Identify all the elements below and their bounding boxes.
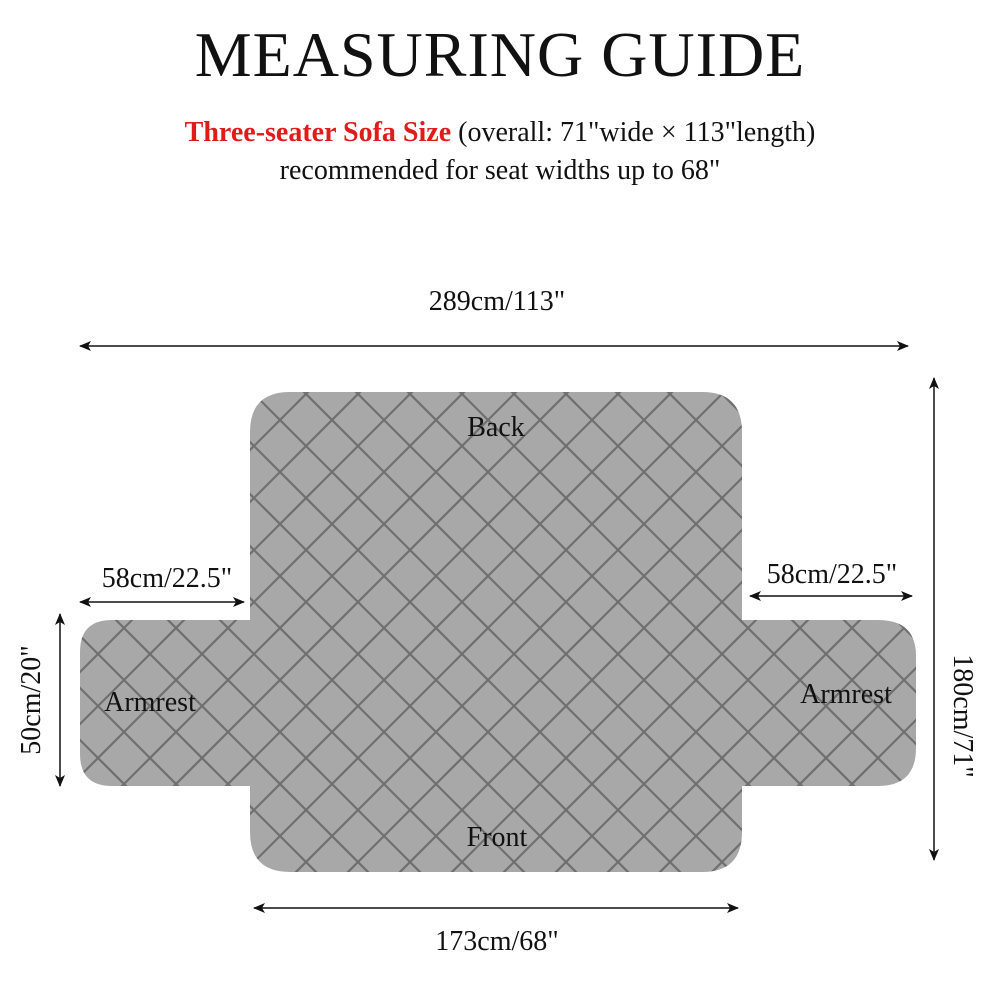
front-label: Front [466, 822, 528, 853]
quilt-line-up [0, 0, 1000, 388]
quilt-line-down [0, 0, 1000, 412]
quilt-line-down [0, 0, 1000, 152]
back-label: Back [467, 412, 525, 443]
quilt-line-down [0, 0, 1000, 100]
armrest-height-label: 50cm/20" [16, 645, 47, 755]
quilt-line-up [0, 0, 1000, 24]
quilt-line-up [0, 0, 1000, 232]
sofa-cover-shape [80, 392, 916, 872]
quilt-line-up [0, 0, 1000, 128]
sofa-size-highlight: Three-seater Sofa Size [184, 117, 452, 148]
subtitle-line-2: recommended for seat widths up to 68" [279, 155, 721, 186]
quilt-line-down [0, 972, 1000, 1000]
quilt-line-down [0, 0, 1000, 308]
page-title: MEASURING GUIDE [194, 19, 806, 90]
quilt-line-down [0, 0, 1000, 256]
overall-height-label: 180cm/71" [947, 654, 978, 778]
quilt-line-up [0, 0, 1000, 284]
armrest-left-label: Armrest [104, 687, 196, 718]
armrest-right-width-label: 58cm/22.5" [766, 559, 898, 590]
quilt-line-down [0, 0, 1000, 204]
overall-size-text: (overall: 71"wide × 113"length) [451, 117, 816, 148]
quilt-line-up [0, 0, 1000, 180]
quilt-line-up [0, 0, 1000, 76]
quilt-line-up [0, 0, 1000, 440]
seat-width-label: 173cm/68" [435, 926, 559, 957]
armrest-right-label: Armrest [800, 679, 892, 710]
overall-width-label: 289cm/113" [428, 286, 566, 317]
armrest-left-width-label: 58cm/22.5" [101, 563, 233, 594]
